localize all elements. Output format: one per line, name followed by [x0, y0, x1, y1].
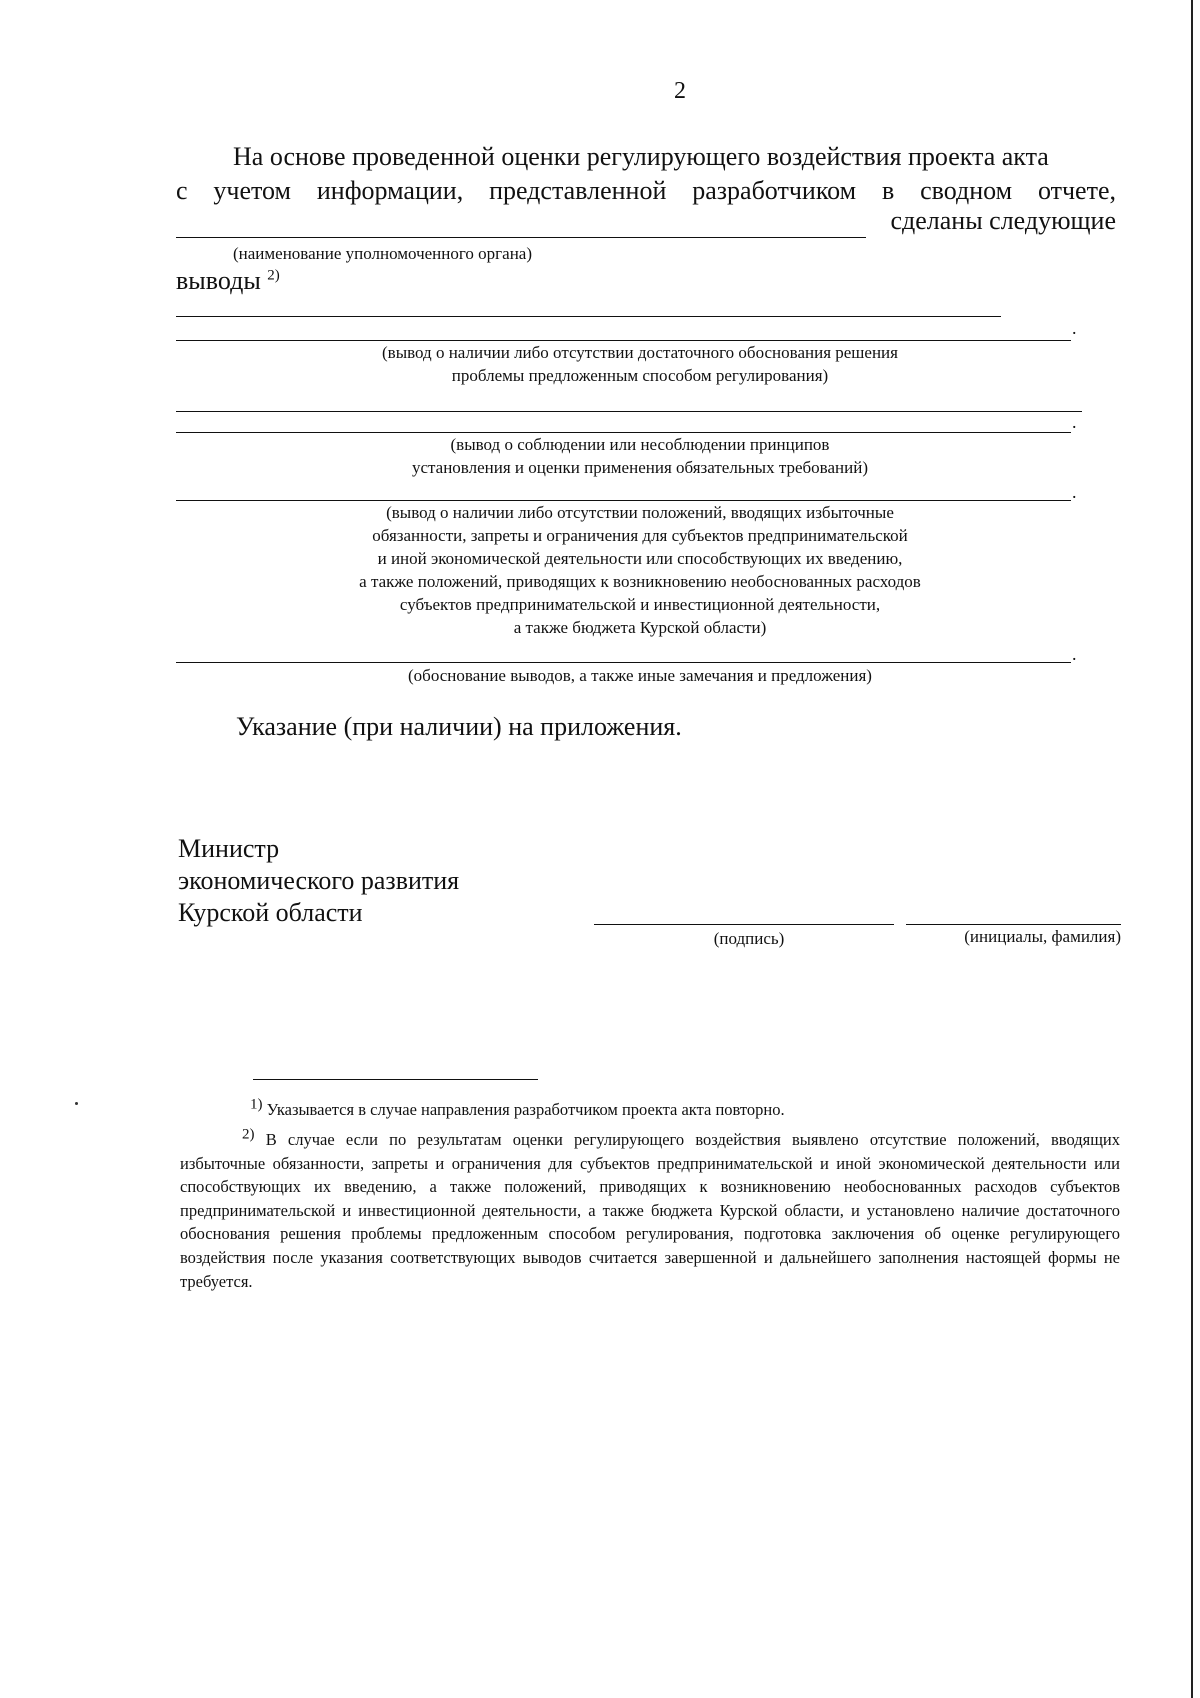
caption-provisions-line-1: (вывод о наличии либо отсутствии положений, вводящих избыточные [386, 503, 894, 522]
footnote-separator [253, 1079, 538, 1080]
blank-line-2b [176, 432, 1071, 433]
caption-justification-line-2: проблемы предложенным способом регулирования) [451, 366, 829, 385]
intro-line-2: с учетом информации, представленной разработчиком в сводном отчете, [176, 176, 1116, 205]
footnote-2-mark: 2) [242, 1126, 255, 1143]
footnote-1 [250, 1096, 785, 1120]
organ-name-blank-line [176, 237, 866, 238]
page-number: 2 [674, 78, 686, 104]
signatory-line-3: Курской области [178, 898, 363, 927]
blank-line-4 [176, 662, 1071, 663]
blank-line-3 [176, 500, 1071, 501]
attachments-note: Указание (при наличии) на приложения. [236, 712, 682, 741]
footnote-2 [180, 1128, 1120, 1293]
organ-caption: (наименование уполномоченного органа) [233, 244, 533, 263]
signatory-line-1: Министр [178, 834, 280, 863]
blank-line-1b [176, 340, 1071, 341]
caption-provisions-line-2: обязанности, запреты и ограничения для субъектов предпринимательской [372, 526, 908, 545]
footnote-2-text: В случае если по результатам оценки регулирующего воздействия выявлено отсутствие положений, вводящих избыточные обязанности, запреты и ограничения для субъектов предпринимательской и иной экономической деятельности или способствующих их введению, а также положений, приводящих к возникновению необоснованных расходов субъектов предпринимательской и инвестиционной деятельности, а также бюджета Курской области, и установлено наличие достаточного обоснования решения проблемы предложенным способом регулирования, подготовка заключения об оценке регулирующего воздействия после указания соответствующих выводов считается завершенной и дальнейшего заполнения настоящей формы не требуется. [180, 1130, 1121, 1291]
intro-line-1: На основе проведенной оценки регулирующего воздействия проекта акта [233, 142, 1049, 171]
name-blank-line [906, 924, 1121, 925]
signatory-line-2: экономического развития [178, 866, 460, 895]
period-mark-3: . [1072, 482, 1077, 502]
scan-speck [75, 1102, 78, 1105]
footnote-1-text: Указывается в случае направления разработчиком проекта акта повторно. [266, 1100, 785, 1119]
conclusions-word: выводы [176, 266, 261, 295]
scan-edge-line [1191, 0, 1193, 1698]
period-mark-1: . [1072, 318, 1077, 338]
signature-blank-line [594, 924, 894, 925]
period-mark-2: . [1072, 412, 1077, 432]
caption-provisions-line-4: а также положений, приводящих к возникновению необоснованных расходов [359, 572, 921, 591]
conclusions-footnote-mark: 2) [267, 267, 280, 284]
name-caption: (инициалы, фамилия) [964, 927, 1121, 946]
caption-provisions-line-3: и иной экономической деятельности или способствующих их введению, [377, 549, 903, 568]
caption-provisions-line-5: субъектов предпринимательской и инвестиционной деятельности, [399, 595, 881, 614]
caption-reasoning: (обоснование выводов, а также иные замечания и предложения) [408, 666, 872, 685]
caption-provisions-line-6: а также бюджета Курской области) [513, 618, 767, 637]
signature-caption: (подпись) [713, 929, 785, 948]
intro-line-3-tail: сделаны следующие [890, 206, 1116, 235]
blank-line-2a [176, 411, 1082, 412]
caption-principles-line-2: установления и оценки применения обязательных требований) [411, 458, 868, 477]
conclusions-heading [176, 266, 280, 296]
period-mark-4: . [1072, 644, 1077, 664]
blank-line-1a [176, 316, 1001, 317]
caption-justification-line-1: (вывод о наличии либо отсутствии достаточного обоснования решения [382, 343, 898, 362]
caption-principles-line-1: (вывод о соблюдении или несоблюдении принципов [450, 435, 830, 454]
footnote-1-mark: 1) [250, 1096, 263, 1113]
